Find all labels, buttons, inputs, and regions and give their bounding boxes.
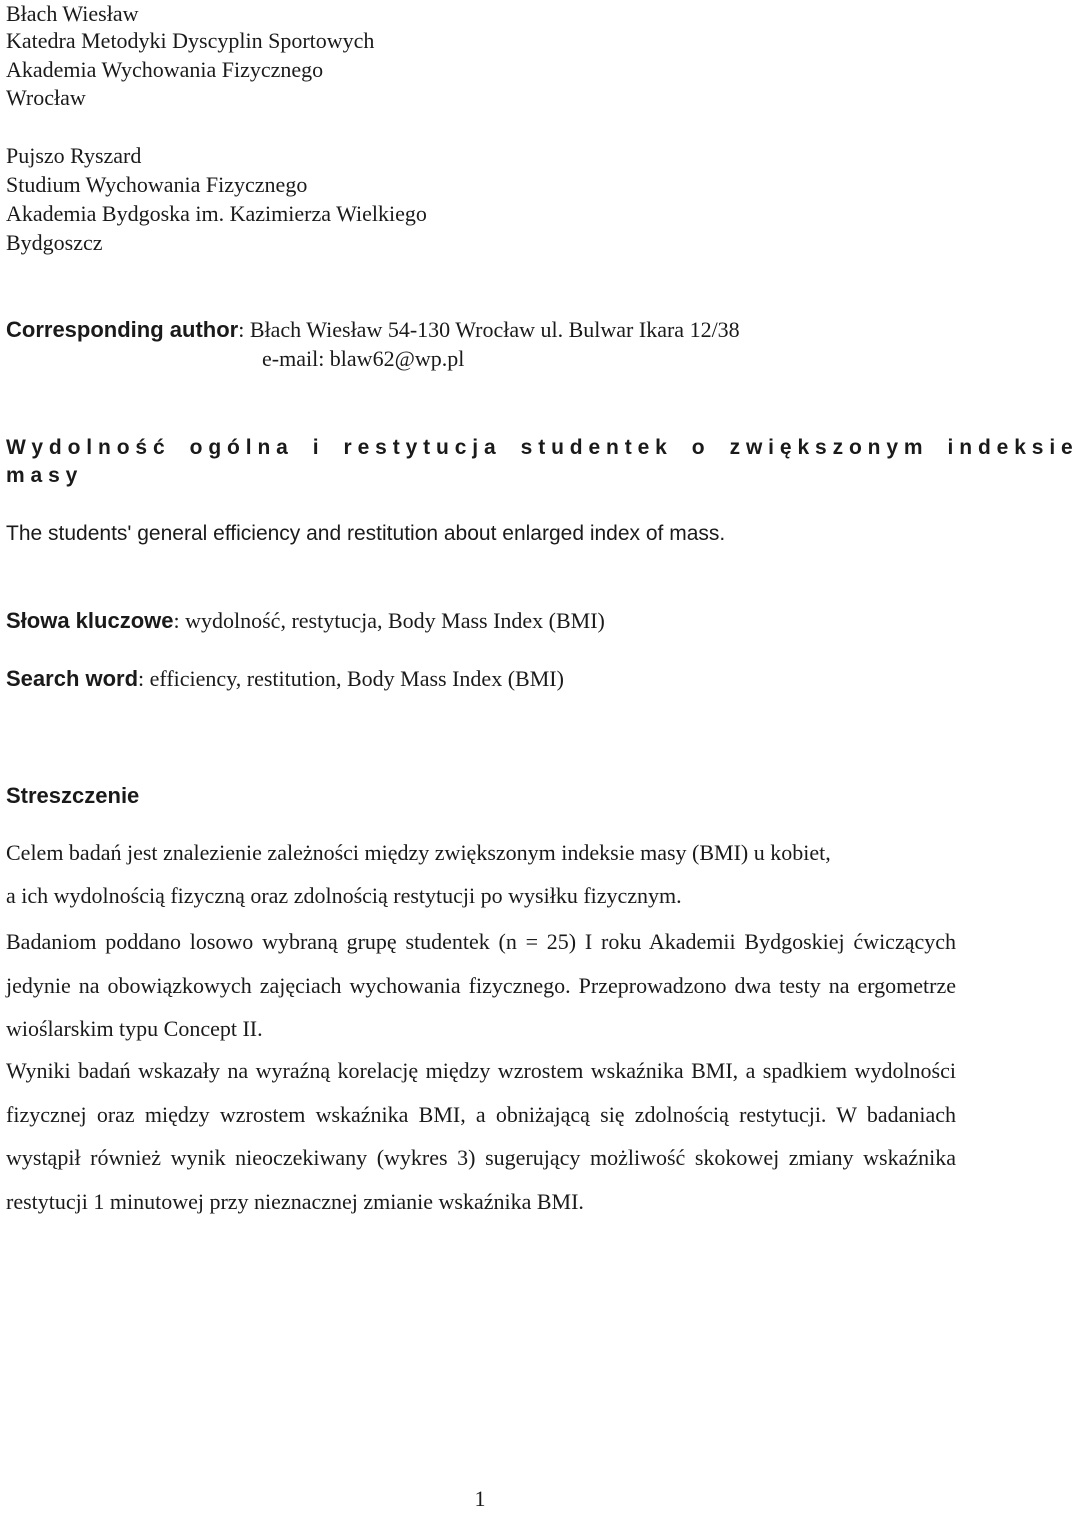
abstract-p2: Badaniom poddano losowo wybraną grupę studentek (n = 25) I roku Akademii Bydgoskiej ćwiczących jedynie na obowiązkowych zajęciach wychowania fizycznego. Przeprowadzono dwa testy na ergometrze wioślarskim typu Concept II. <box>6 929 956 1041</box>
abstract-heading: Streszczenie <box>6 783 140 808</box>
author1-department: Katedra Metodyki Dyscyplin Sportowych <box>6 28 375 53</box>
title-en: The students' general efficiency and restitution about enlarged index of mass. <box>6 522 726 545</box>
corresponding-label: Corresponding author <box>6 317 239 342</box>
keywords-pl <box>6 607 605 635</box>
page-number: 1 <box>474 1486 486 1511</box>
corresponding-address: : Błach Wiesław 54-130 Wrocław ul. Bulwar Ikara 12/38 <box>238 317 740 342</box>
author2-institution: Akademia Bydgoska im. Kazimierza Wielkiego <box>6 201 427 226</box>
keywords-en <box>6 665 564 693</box>
abstract-p1-line2: a ich wydolnością fizyczną oraz zdolnością restytucji po wysiłku fizycznym. <box>6 883 682 908</box>
title-pl-line1: Wydolność ogólna i restytucja studentek o zwiększonym indeksie <box>6 436 1079 459</box>
abstract-p1-line1: Celem badań jest znalezienie zależności między zwiększonym indeksie masy (BMI) u kobiet, <box>6 840 831 865</box>
abstract-p3: Wyniki badań wskazały na wyraźną korelację między wzrostem wskaźnika BMI, a spadkiem wydolności fizycznej oraz między wzrostem wskaźnika BMI, a obniżającą się zdolnością restytucji. W badaniach wystąpił również wynik nieoczekiwany (wykres 3) sugerujący możliwość skokowej zmiany wskaźnika restytucji 1 minutowej przy nieznacznej zmianie wskaźnika BMI. <box>6 1058 956 1214</box>
keywords-pl-text: : wydolność, restytucja, Body Mass Index (BMI) <box>173 608 605 633</box>
keywords-pl-label: Słowa kluczowe <box>6 608 174 633</box>
author2-city: Bydgoszcz <box>6 230 103 255</box>
author1-name: Błach Wiesław <box>6 1 139 26</box>
author1-city: Wrocław <box>6 85 86 110</box>
author1-institution: Akademia Wychowania Fizycznego <box>6 57 324 82</box>
title-pl-line2: masy <box>6 464 84 487</box>
corresponding-email: e-mail: blaw62@wp.pl <box>262 346 465 371</box>
corresponding-author <box>6 316 740 344</box>
keywords-en-text: : efficiency, restitution, Body Mass Index (BMI) <box>138 666 564 691</box>
author2-department: Studium Wychowania Fizycznego <box>6 172 308 197</box>
author2-name: Pujszo Ryszard <box>6 143 142 168</box>
keywords-en-label: Search word <box>6 666 139 691</box>
